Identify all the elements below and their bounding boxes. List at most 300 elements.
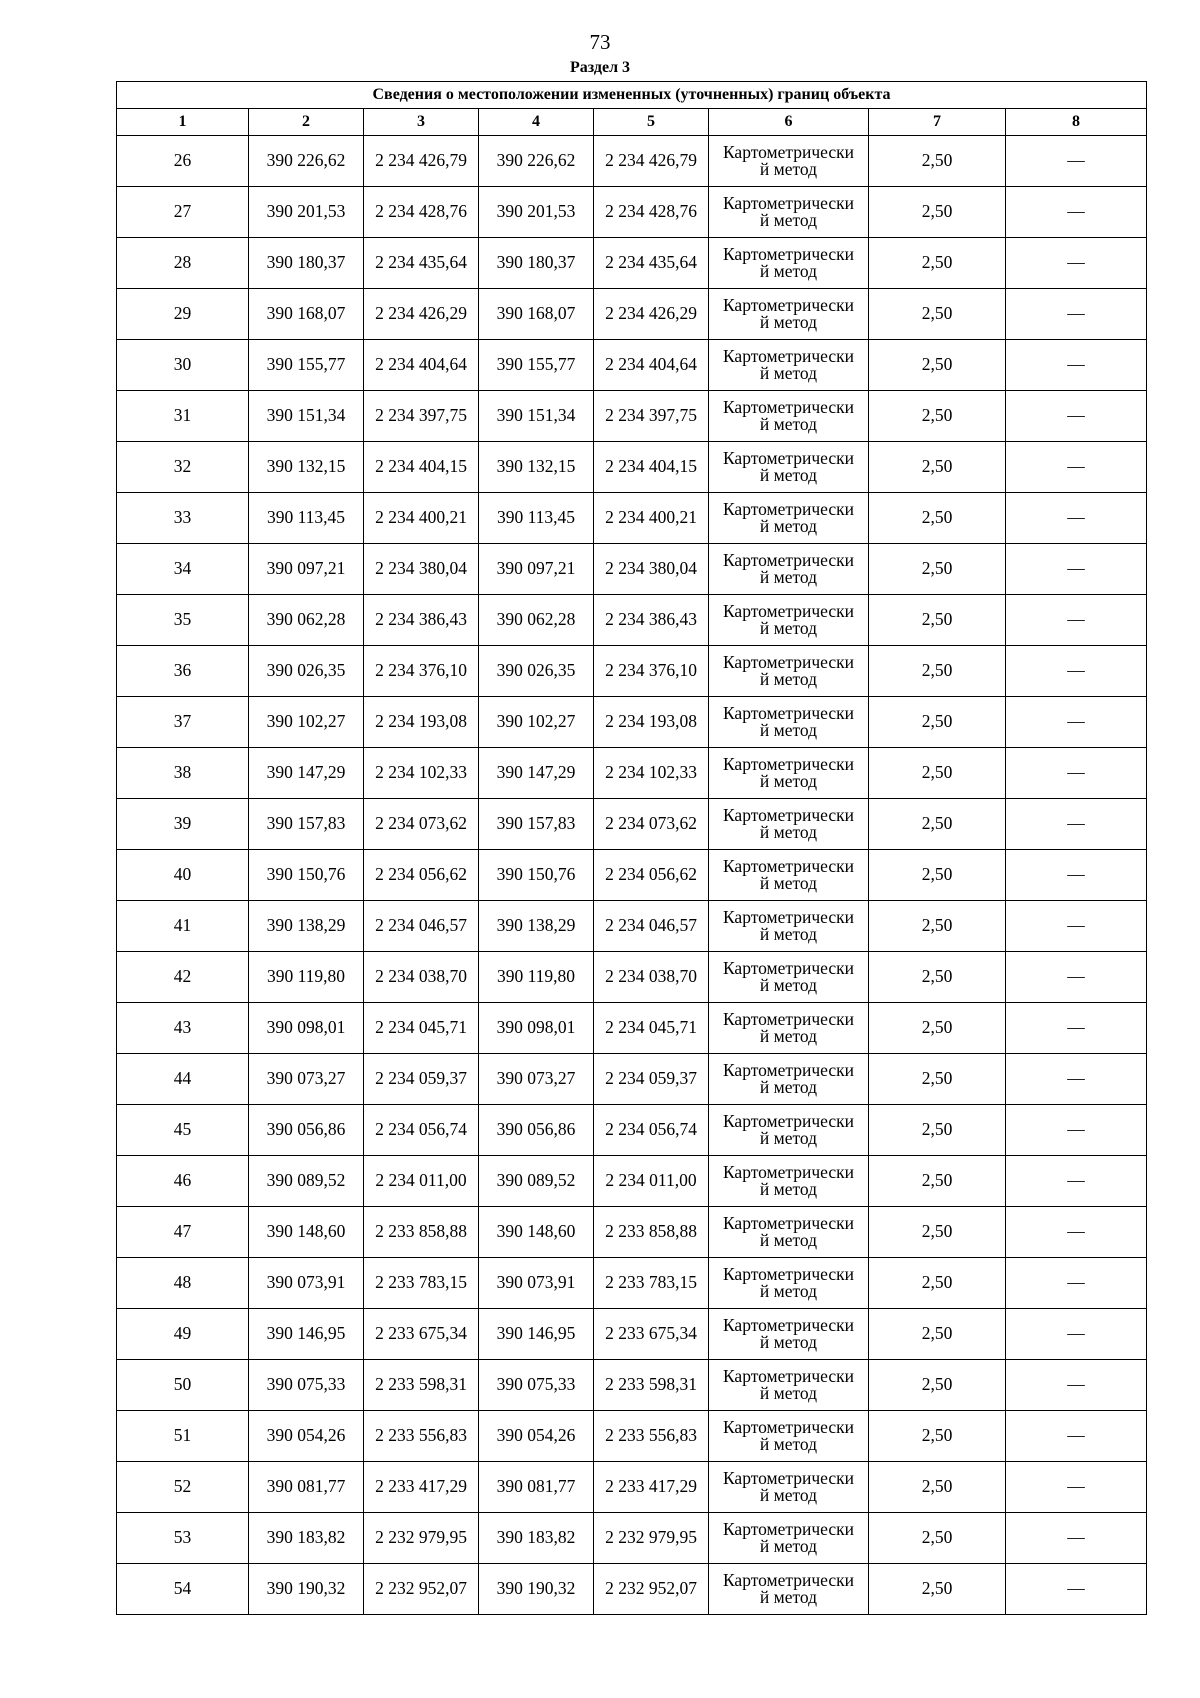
x-refined-cell: 390 150,76 (479, 850, 594, 901)
note-cell: — (1006, 442, 1147, 493)
point-number-cell: 30 (117, 340, 249, 391)
method-line: й метод (759, 261, 818, 281)
note-cell: — (1006, 1309, 1147, 1360)
table-row (117, 1258, 1147, 1309)
method-line: Картометрически (722, 498, 855, 519)
note-cell: — (1006, 799, 1147, 850)
table-row (117, 1054, 1147, 1105)
precision-cell: 2,50 (869, 1564, 1006, 1615)
note-cell: — (1006, 1258, 1147, 1309)
point-number-cell: 43 (117, 1003, 249, 1054)
x-existing-cell: 390 062,28 (249, 595, 364, 646)
point-number-cell: 27 (117, 187, 249, 238)
note-cell: — (1006, 340, 1147, 391)
note-cell: — (1006, 901, 1147, 952)
method-line: й метод (759, 414, 818, 434)
method-cell (709, 493, 869, 544)
note-cell: — (1006, 1105, 1147, 1156)
y-existing-cell: 2 233 675,34 (364, 1309, 479, 1360)
method-line: Картометрически (722, 1008, 855, 1029)
y-refined-cell: 2 234 435,64 (594, 238, 709, 289)
y-refined-cell: 2 233 598,31 (594, 1360, 709, 1411)
table-row (117, 544, 1147, 595)
method-cell (709, 748, 869, 799)
x-refined-cell: 390 081,77 (479, 1462, 594, 1513)
note-cell: — (1006, 1513, 1147, 1564)
table-body (117, 136, 1147, 1615)
note-cell: — (1006, 289, 1147, 340)
method-cell (709, 544, 869, 595)
y-refined-cell: 2 232 979,95 (594, 1513, 709, 1564)
x-existing-cell: 390 081,77 (249, 1462, 364, 1513)
precision-cell: 2,50 (869, 340, 1006, 391)
x-existing-cell: 390 190,32 (249, 1564, 364, 1615)
table-row (117, 1462, 1147, 1513)
x-refined-cell: 390 073,91 (479, 1258, 594, 1309)
x-refined-cell: 390 155,77 (479, 340, 594, 391)
x-existing-cell: 390 155,77 (249, 340, 364, 391)
y-refined-cell: 2 234 376,10 (594, 646, 709, 697)
method-cell (709, 1207, 869, 1258)
method-line: Картометрически (722, 1263, 855, 1284)
point-number-cell: 42 (117, 952, 249, 1003)
x-existing-cell: 390 056,86 (249, 1105, 364, 1156)
table-row (117, 646, 1147, 697)
note-cell: — (1006, 493, 1147, 544)
x-refined-cell: 390 147,29 (479, 748, 594, 799)
point-number-cell: 44 (117, 1054, 249, 1105)
method-line: й метод (759, 465, 818, 485)
table-row (117, 187, 1147, 238)
precision-cell: 2,50 (869, 1513, 1006, 1564)
precision-cell: 2,50 (869, 1156, 1006, 1207)
x-existing-cell: 390 102,27 (249, 697, 364, 748)
method-line: Картометрически (722, 549, 855, 570)
x-existing-cell: 390 183,82 (249, 1513, 364, 1564)
method-line: й метод (759, 210, 818, 230)
x-refined-cell: 390 089,52 (479, 1156, 594, 1207)
method-line: Картометрически (722, 1161, 855, 1182)
table-row (117, 340, 1147, 391)
method-line: й метод (759, 1281, 818, 1301)
point-number-cell: 37 (117, 697, 249, 748)
method-cell (709, 1411, 869, 1462)
method-line: Картометрически (722, 1518, 855, 1539)
method-line: Картометрически (722, 957, 855, 978)
y-refined-cell: 2 234 046,57 (594, 901, 709, 952)
table-row (117, 952, 1147, 1003)
x-refined-cell: 390 056,86 (479, 1105, 594, 1156)
y-existing-cell: 2 234 404,15 (364, 442, 479, 493)
method-cell (709, 238, 869, 289)
method-cell (709, 1003, 869, 1054)
x-existing-cell: 390 098,01 (249, 1003, 364, 1054)
note-cell: — (1006, 1360, 1147, 1411)
method-cell (709, 1513, 869, 1564)
table-row (117, 697, 1147, 748)
note-cell: — (1006, 1564, 1147, 1615)
y-refined-cell: 2 233 556,83 (594, 1411, 709, 1462)
y-refined-cell: 2 234 397,75 (594, 391, 709, 442)
note-cell: — (1006, 1156, 1147, 1207)
point-number-cell: 35 (117, 595, 249, 646)
x-refined-cell: 390 146,95 (479, 1309, 594, 1360)
method-line: й метод (759, 1128, 818, 1148)
y-existing-cell: 2 234 428,76 (364, 187, 479, 238)
note-cell: — (1006, 952, 1147, 1003)
x-refined-cell: 390 201,53 (479, 187, 594, 238)
note-cell: — (1006, 646, 1147, 697)
y-existing-cell: 2 232 979,95 (364, 1513, 479, 1564)
x-existing-cell: 390 113,45 (249, 493, 364, 544)
precision-cell: 2,50 (869, 748, 1006, 799)
method-cell (709, 1309, 869, 1360)
y-refined-cell: 2 234 056,62 (594, 850, 709, 901)
method-line: Картометрически (722, 1314, 855, 1335)
method-line: Картометрически (722, 345, 855, 366)
precision-cell: 2,50 (869, 442, 1006, 493)
page-number: 73 (589, 30, 611, 54)
method-cell (709, 1054, 869, 1105)
note-cell: — (1006, 136, 1147, 187)
method-line: Картометрически (722, 702, 855, 723)
method-cell (709, 1360, 869, 1411)
table-row (117, 1156, 1147, 1207)
table-row (117, 442, 1147, 493)
x-existing-cell: 390 075,33 (249, 1360, 364, 1411)
y-existing-cell: 2 234 102,33 (364, 748, 479, 799)
y-existing-cell: 2 234 073,62 (364, 799, 479, 850)
x-refined-cell: 390 132,15 (479, 442, 594, 493)
y-existing-cell: 2 234 404,64 (364, 340, 479, 391)
y-refined-cell: 2 234 404,64 (594, 340, 709, 391)
y-refined-cell: 2 234 386,43 (594, 595, 709, 646)
column-header: 8 (1006, 109, 1147, 136)
y-existing-cell: 2 233 556,83 (364, 1411, 479, 1462)
method-cell (709, 187, 869, 238)
method-line: Картометрически (722, 1467, 855, 1488)
note-cell: — (1006, 748, 1147, 799)
method-line: й метод (759, 516, 818, 536)
x-existing-cell: 390 150,76 (249, 850, 364, 901)
precision-cell: 2,50 (869, 1258, 1006, 1309)
method-line: Картометрически (722, 1416, 855, 1437)
note-cell: — (1006, 1462, 1147, 1513)
y-refined-cell: 2 234 059,37 (594, 1054, 709, 1105)
y-existing-cell: 2 234 435,64 (364, 238, 479, 289)
precision-cell: 2,50 (869, 391, 1006, 442)
x-existing-cell: 390 097,21 (249, 544, 364, 595)
point-number-cell: 49 (117, 1309, 249, 1360)
point-number-cell: 34 (117, 544, 249, 595)
method-line: Картометрически (722, 141, 855, 162)
method-line: й метод (759, 1587, 818, 1607)
method-line: й метод (759, 159, 818, 179)
precision-cell: 2,50 (869, 187, 1006, 238)
point-number-cell: 46 (117, 1156, 249, 1207)
point-number-cell: 32 (117, 442, 249, 493)
point-number-cell: 53 (117, 1513, 249, 1564)
x-existing-cell: 390 147,29 (249, 748, 364, 799)
method-line: й метод (759, 1485, 818, 1505)
note-cell: — (1006, 697, 1147, 748)
precision-cell: 2,50 (869, 238, 1006, 289)
precision-cell: 2,50 (869, 799, 1006, 850)
precision-cell: 2,50 (869, 1360, 1006, 1411)
note-cell: — (1006, 544, 1147, 595)
y-refined-cell: 2 234 400,21 (594, 493, 709, 544)
method-cell (709, 1105, 869, 1156)
method-line: й метод (759, 1179, 818, 1199)
precision-cell: 2,50 (869, 136, 1006, 187)
method-line: Картометрически (722, 1212, 855, 1233)
x-existing-cell: 390 151,34 (249, 391, 364, 442)
y-existing-cell: 2 234 059,37 (364, 1054, 479, 1105)
y-refined-cell: 2 234 426,79 (594, 136, 709, 187)
point-number-cell: 31 (117, 391, 249, 442)
point-number-cell: 33 (117, 493, 249, 544)
method-line: Картометрически (722, 600, 855, 621)
method-line: й метод (759, 720, 818, 740)
point-number-cell: 52 (117, 1462, 249, 1513)
x-refined-cell: 390 102,27 (479, 697, 594, 748)
method-cell (709, 1564, 869, 1615)
method-cell (709, 646, 869, 697)
y-existing-cell: 2 234 376,10 (364, 646, 479, 697)
note-cell: — (1006, 595, 1147, 646)
method-cell (709, 1156, 869, 1207)
precision-cell: 2,50 (869, 646, 1006, 697)
column-header: 1 (117, 109, 249, 136)
x-refined-cell: 390 157,83 (479, 799, 594, 850)
x-refined-cell: 390 226,62 (479, 136, 594, 187)
precision-cell: 2,50 (869, 595, 1006, 646)
precision-cell: 2,50 (869, 1105, 1006, 1156)
x-refined-cell: 390 148,60 (479, 1207, 594, 1258)
section-title: Раздел 3 (569, 59, 631, 76)
point-number-cell: 36 (117, 646, 249, 697)
method-cell (709, 697, 869, 748)
x-existing-cell: 390 157,83 (249, 799, 364, 850)
table-row (117, 493, 1147, 544)
y-existing-cell: 2 234 400,21 (364, 493, 479, 544)
method-cell (709, 1258, 869, 1309)
y-existing-cell: 2 234 045,71 (364, 1003, 479, 1054)
x-existing-cell: 390 201,53 (249, 187, 364, 238)
method-line: Картометрически (722, 651, 855, 672)
x-existing-cell: 390 132,15 (249, 442, 364, 493)
note-cell: — (1006, 1003, 1147, 1054)
method-line: Картометрически (722, 243, 855, 264)
y-existing-cell: 2 234 038,70 (364, 952, 479, 1003)
method-line: Картометрически (722, 447, 855, 468)
method-line: Картометрически (722, 753, 855, 774)
y-refined-cell: 2 234 380,04 (594, 544, 709, 595)
point-number-cell: 39 (117, 799, 249, 850)
method-line: й метод (759, 1536, 818, 1556)
y-refined-cell: 2 232 952,07 (594, 1564, 709, 1615)
method-line: й метод (759, 618, 818, 638)
table-row (117, 238, 1147, 289)
precision-cell: 2,50 (869, 901, 1006, 952)
y-refined-cell: 2 234 038,70 (594, 952, 709, 1003)
precision-cell: 2,50 (869, 850, 1006, 901)
method-line: Картометрически (722, 396, 855, 417)
y-refined-cell: 2 234 056,74 (594, 1105, 709, 1156)
note-cell: — (1006, 1054, 1147, 1105)
method-line: й метод (759, 567, 818, 587)
x-existing-cell: 390 148,60 (249, 1207, 364, 1258)
table-row (117, 850, 1147, 901)
note-cell: — (1006, 187, 1147, 238)
method-line: й метод (759, 924, 818, 944)
table-row (117, 799, 1147, 850)
column-header: 7 (869, 109, 1006, 136)
method-line: Картометрически (722, 1365, 855, 1386)
precision-cell: 2,50 (869, 1003, 1006, 1054)
point-number-cell: 41 (117, 901, 249, 952)
table-row (117, 748, 1147, 799)
table-row (117, 391, 1147, 442)
y-refined-cell: 2 233 417,29 (594, 1462, 709, 1513)
x-refined-cell: 390 097,21 (479, 544, 594, 595)
x-refined-cell: 390 113,45 (479, 493, 594, 544)
x-existing-cell: 390 138,29 (249, 901, 364, 952)
method-line: Картометрически (722, 1110, 855, 1131)
y-existing-cell: 2 234 386,43 (364, 595, 479, 646)
table-row (117, 1360, 1147, 1411)
y-refined-cell: 2 233 783,15 (594, 1258, 709, 1309)
point-number-cell: 45 (117, 1105, 249, 1156)
method-line: Картометрически (722, 1059, 855, 1080)
note-cell: — (1006, 850, 1147, 901)
method-line: й метод (759, 1230, 818, 1250)
table-row (117, 1411, 1147, 1462)
method-cell (709, 595, 869, 646)
table-row (117, 1513, 1147, 1564)
method-line: й метод (759, 822, 818, 842)
y-existing-cell: 2 234 380,04 (364, 544, 479, 595)
method-line: й метод (759, 1077, 818, 1097)
column-header: 6 (709, 109, 869, 136)
point-number-cell: 48 (117, 1258, 249, 1309)
precision-cell: 2,50 (869, 1309, 1006, 1360)
table-row (117, 1309, 1147, 1360)
y-refined-cell: 2 234 011,00 (594, 1156, 709, 1207)
table-title: Сведения о местоположении измененных (уточненных) границ объекта (117, 82, 1147, 109)
method-cell (709, 289, 869, 340)
method-line: й метод (759, 1434, 818, 1454)
x-existing-cell: 390 026,35 (249, 646, 364, 697)
x-refined-cell: 390 054,26 (479, 1411, 594, 1462)
y-refined-cell: 2 234 404,15 (594, 442, 709, 493)
method-cell (709, 799, 869, 850)
point-number-cell: 28 (117, 238, 249, 289)
method-cell (709, 136, 869, 187)
y-existing-cell: 2 234 056,74 (364, 1105, 479, 1156)
boundary-coordinates-table (116, 81, 1147, 1615)
point-number-cell: 38 (117, 748, 249, 799)
y-existing-cell: 2 234 056,62 (364, 850, 479, 901)
y-existing-cell: 2 234 397,75 (364, 391, 479, 442)
precision-cell: 2,50 (869, 1207, 1006, 1258)
method-line: й метод (759, 1383, 818, 1403)
y-refined-cell: 2 234 073,62 (594, 799, 709, 850)
table-row (117, 1003, 1147, 1054)
x-refined-cell: 390 098,01 (479, 1003, 594, 1054)
x-existing-cell: 390 073,27 (249, 1054, 364, 1105)
y-existing-cell: 2 234 046,57 (364, 901, 479, 952)
y-existing-cell: 2 233 858,88 (364, 1207, 479, 1258)
method-line: й метод (759, 873, 818, 893)
x-refined-cell: 390 183,82 (479, 1513, 594, 1564)
method-cell (709, 952, 869, 1003)
method-line: й метод (759, 975, 818, 995)
x-existing-cell: 390 054,26 (249, 1411, 364, 1462)
x-refined-cell: 390 180,37 (479, 238, 594, 289)
precision-cell: 2,50 (869, 952, 1006, 1003)
x-refined-cell: 390 119,80 (479, 952, 594, 1003)
x-existing-cell: 390 168,07 (249, 289, 364, 340)
x-existing-cell: 390 226,62 (249, 136, 364, 187)
x-existing-cell: 390 119,80 (249, 952, 364, 1003)
table-row (117, 136, 1147, 187)
point-number-cell: 50 (117, 1360, 249, 1411)
note-cell: — (1006, 238, 1147, 289)
method-line: Картометрически (722, 855, 855, 876)
y-existing-cell: 2 234 011,00 (364, 1156, 479, 1207)
method-line: Картометрически (722, 1569, 855, 1590)
note-cell: — (1006, 1411, 1147, 1462)
y-refined-cell: 2 234 102,33 (594, 748, 709, 799)
x-refined-cell: 390 138,29 (479, 901, 594, 952)
precision-cell: 2,50 (869, 697, 1006, 748)
table-row (117, 901, 1147, 952)
point-number-cell: 51 (117, 1411, 249, 1462)
x-existing-cell: 390 146,95 (249, 1309, 364, 1360)
column-header: 2 (249, 109, 364, 136)
method-line: й метод (759, 312, 818, 332)
precision-cell: 2,50 (869, 544, 1006, 595)
method-cell (709, 901, 869, 952)
x-existing-cell: 390 180,37 (249, 238, 364, 289)
y-refined-cell: 2 233 858,88 (594, 1207, 709, 1258)
method-cell (709, 391, 869, 442)
precision-cell: 2,50 (869, 493, 1006, 544)
y-refined-cell: 2 234 193,08 (594, 697, 709, 748)
column-header: 4 (479, 109, 594, 136)
table-row (117, 1207, 1147, 1258)
x-refined-cell: 390 026,35 (479, 646, 594, 697)
method-line: й метод (759, 669, 818, 689)
note-cell: — (1006, 391, 1147, 442)
table-row (117, 289, 1147, 340)
y-refined-cell: 2 233 675,34 (594, 1309, 709, 1360)
x-refined-cell: 390 190,32 (479, 1564, 594, 1615)
method-cell (709, 850, 869, 901)
method-line: й метод (759, 1332, 818, 1352)
method-line: Картометрически (722, 804, 855, 825)
precision-cell: 2,50 (869, 1411, 1006, 1462)
x-existing-cell: 390 089,52 (249, 1156, 364, 1207)
x-refined-cell: 390 151,34 (479, 391, 594, 442)
method-line: Картометрически (722, 192, 855, 213)
precision-cell: 2,50 (869, 1054, 1006, 1105)
method-line: й метод (759, 771, 818, 791)
precision-cell: 2,50 (869, 1462, 1006, 1513)
method-cell (709, 442, 869, 493)
x-refined-cell: 390 062,28 (479, 595, 594, 646)
